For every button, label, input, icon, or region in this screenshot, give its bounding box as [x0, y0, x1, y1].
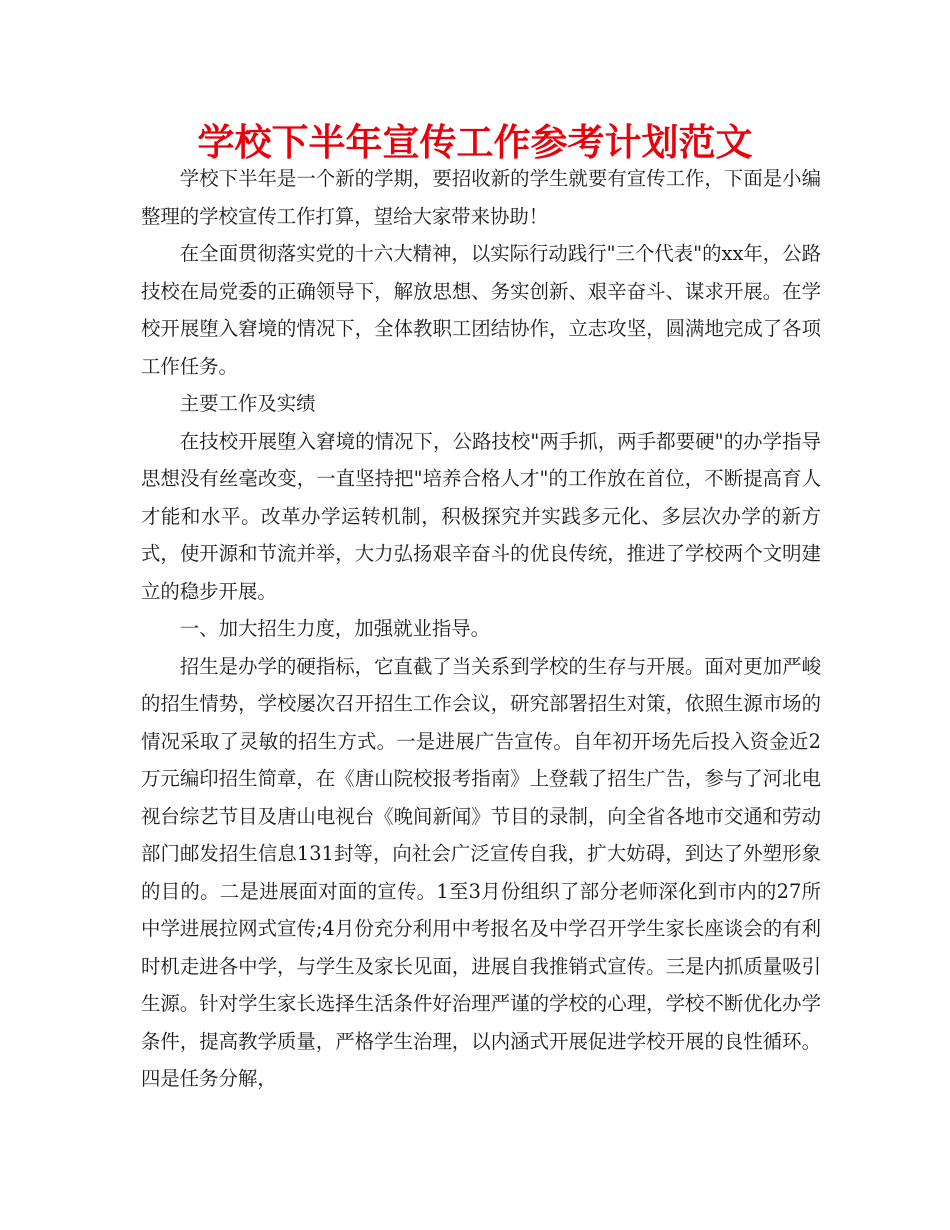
- enrollment-paragraph: 招生是办学的硬指标，它直截了当关系到学校的生存与开展。面对更加严峻的招生情势，学校屡次召开招生工作会议，研究部署招生对策，依照生源市场的情况采取了灵敏的招生方式。一是进展广告宣传。自年初开场先后投入资金近2万元编印招生简章，在《唐山院校报考指南》上登载了招生广告，参与了河北电视台综艺节目及唐山电视台《晚间新闻》节目的录制，向全省各地市交通和劳动部门邮发招生信息131封等，向社会广泛宣传自我，扩大妨碍，到达了外塑形象的目的。二是进展面对面的宣传。1至3月份组织了部分老师深化到市内的27所中学进展拉网式宣传;4月份充分利用中考报名及中学召开学生家长座谈会的有利时机走进各中学，与学生及家长见面，进展自我推销式宣传。三是内抓质量吸引生源。针对学生家长选择生活条件好治理严谨的学校的心理，学校不断优化办学条件，提高教学质量，严格学生治理，以内涵式开展促进学校开展的良性循环。四是任务分解，: [141, 654, 821, 1090]
- document-body: [141, 160, 821, 1098]
- section-heading-enrollment: 一、加大招生力度，加强就业指导。: [179, 617, 491, 640]
- intro-paragraph: 学校下半年是一个新的学期，要招收新的学生就要有宣传工作，下面是小编整理的学校宣传工作打算，望给大家带来协助！: [141, 167, 821, 228]
- section-heading-main-work: 主要工作及实绩: [179, 392, 316, 415]
- main-work-paragraph: 在技校开展堕入窘境的情况下，公路技校"两手抓，两手都要硬"的办学指导思想没有丝毫改变，一直坚持把"培养合格人才"的工作放在首位，不断提高育人才能和水平。改革办学运转机制，积极探究并实践多元化、多层次办学的新方式，使开源和节流并举，大力弘扬艰辛奋斗的优良传统，推进了学校两个文明建立的稳步开展。: [141, 429, 821, 603]
- document-title: 学校下半年宣传工作参考计划范文: [197, 121, 753, 164]
- overview-paragraph: 在全面贯彻落实党的十六大精神，以实际行动践行"三个代表"的xx年，公路技校在局党委的正确领导下，解放思想、务实创新、艰辛奋斗、谋求开展。在学校开展堕入窘境的情况下，全体教职工团结协作，立志攻坚，圆满地完成了各项工作任务。: [141, 242, 821, 378]
